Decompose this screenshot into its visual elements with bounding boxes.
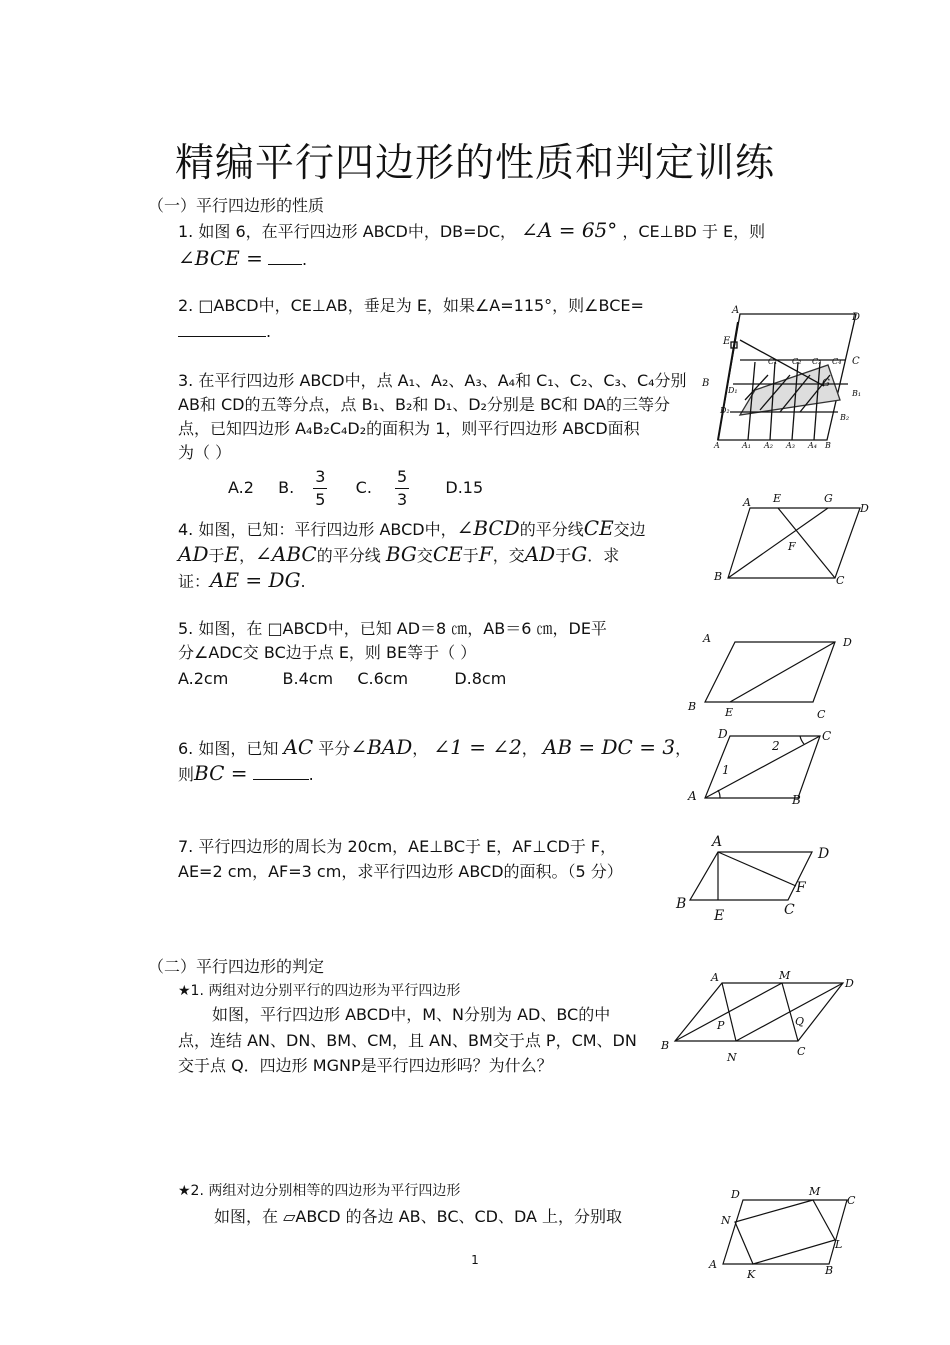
question-4-line3 <box>178 568 306 594</box>
outer-parallelogram <box>718 314 856 440</box>
f4-label-d: D <box>718 727 728 741</box>
question-2-line2 <box>178 320 271 344</box>
question-5-options <box>178 667 506 691</box>
q4-text-b: 的平分线 <box>519 520 584 539</box>
question-3-line1: 3. 在平行四边形 ABCD中，点 A₁、A₂、A₃、A₄和 C₁、C₂、C₃、C₄分别 <box>178 371 687 390</box>
q6-comma2: ， <box>521 739 538 758</box>
q4-t8: ．求 <box>587 546 620 565</box>
q4-f: F <box>478 542 493 566</box>
f2-label-e: E <box>773 492 782 505</box>
question-7-line1: 7. 平行四边形的周长为 20cm，AE⊥BC于 E，AF⊥CD于 F， <box>178 837 617 856</box>
q6-answer-blank[interactable] <box>253 763 309 780</box>
q1-angle-bce: ∠BCE = <box>178 246 263 270</box>
q1-angle-a: ∠A = 65° <box>521 218 618 242</box>
q2-answer-blank[interactable] <box>178 320 266 337</box>
f7-label-d: D <box>731 1188 740 1201</box>
criterion-1-line1: 如图，平行四边形 ABCD中，M、N分别为 AD、BC的中 <box>212 1005 611 1024</box>
q6-bc: BC = <box>194 761 248 785</box>
figure-q5-parallelogram <box>685 628 860 728</box>
f5-label-f: F <box>796 880 806 896</box>
f6-label-n: N <box>727 1051 737 1064</box>
f4-label-b: B <box>792 793 801 807</box>
f2-label-c: C <box>836 574 845 587</box>
label-c2: C₂ <box>792 357 802 366</box>
criterion-2-line1: 如图，在 ▱ABCD 的各边 AB、BC、CD、DA 上，分别取 <box>214 1207 623 1226</box>
label-c: C <box>852 356 860 367</box>
question-3-options <box>228 464 483 512</box>
q4-proof-label: 证： <box>178 572 211 591</box>
figure-q3-subdivided-parallelogram <box>700 300 875 450</box>
label-e: E <box>723 336 731 347</box>
f7-label-n: N <box>721 1214 731 1227</box>
q4-t1: 于 <box>208 546 225 565</box>
fraction-b-denominator: 5 <box>315 490 326 509</box>
q1-end: . <box>301 250 308 269</box>
q3-fraction-b <box>313 466 327 511</box>
label-b: B <box>702 378 710 389</box>
q4-text-c: 交边 <box>613 520 646 539</box>
q1-text2: ，CE⊥BD 于 E，则 <box>622 222 766 241</box>
section-heading-properties: （一）平行四边形的性质 <box>148 196 325 215</box>
q6-comma1: ， <box>412 739 429 758</box>
q1-text: 1. 如图 6，在平行四边形 ABCD中，DB=DC， <box>178 222 517 241</box>
f5-label-d: D <box>818 846 830 862</box>
criterion-1-line2: 点，连结 AN、DN、BM、CM，且 AN、BM交于点 P，CM、DN <box>178 1031 637 1050</box>
f5-label-a: A <box>712 834 723 850</box>
section-heading-criteria: （二）平行四边形的判定 <box>148 957 325 976</box>
figure-q6-trapezoid <box>680 722 860 812</box>
f6-label-c: C <box>797 1045 806 1058</box>
fraction-c-numerator: 5 <box>395 466 409 489</box>
label-a-bottom: A <box>714 441 720 450</box>
label-a4: A₄ <box>808 441 817 450</box>
f2-label-a: A <box>743 496 751 509</box>
q4-t2: ， <box>239 546 256 565</box>
q5-option-a[interactable]: A.2cm <box>178 669 229 688</box>
q6-then: 则 <box>178 765 195 784</box>
q6-ac: AC <box>283 735 314 759</box>
criterion-1-line3: 交于点 Q．四边形 MGNP是平行四边形吗？为什么？ <box>178 1056 553 1075</box>
q5-option-c[interactable]: C.6cm <box>357 669 409 688</box>
label-a: A <box>732 305 740 316</box>
f7-label-l: L <box>835 1238 843 1251</box>
q4-ce2: CE <box>432 542 463 566</box>
q4-angle-bcd: ∠BCD <box>456 516 520 540</box>
question-1-line2 <box>178 246 307 272</box>
f6-label-m: M <box>779 969 791 982</box>
q3-option-d[interactable]: D.15 <box>445 478 484 497</box>
q6-end: . <box>308 765 314 784</box>
question-3-line3: 点，已知四边形 A₄B₂C₄D₂的面积为 1，则平行四边形 ABCD面积 <box>178 419 640 438</box>
f4-label-angle2: 2 <box>772 739 780 753</box>
question-4-line2 <box>178 542 619 568</box>
question-3-line2: AB和 CD的五等分点，点 B₁、B₂和 D₁、D₂分别是 BC和 DA的三等分 <box>178 395 670 414</box>
fraction-c-denominator: 3 <box>397 490 408 509</box>
q3-option-a[interactable]: A.2 <box>228 478 254 497</box>
q6-angle-eq: ∠1 = ∠2 <box>433 735 522 759</box>
f2-label-f: F <box>788 540 796 553</box>
question-7-line2: AE=2 cm，AF=3 cm，求平行四边形 ABCD的面积。（5 分） <box>178 862 623 881</box>
q4-end: . <box>300 572 306 591</box>
criterion-1-heading: ★1. 两组对边分别平行的四边形为平行四边形 <box>178 983 461 999</box>
question-5-line2: 分∠ADC交 BC边于点 E，则 BE等于（ ） <box>178 643 477 662</box>
q6-angle-bad: ∠BAD <box>350 735 413 759</box>
q6-text-b: 平分 <box>318 739 351 758</box>
f4-label-a: A <box>688 789 697 803</box>
q4-ce: CE <box>583 516 614 540</box>
figure-criterion2-parallelogram <box>705 1182 860 1282</box>
q6-text-a: 6. 如图，已知 <box>178 739 279 758</box>
q5-option-b[interactable]: B.4cm <box>282 669 334 688</box>
f2-label-d: D <box>860 502 869 515</box>
q4-t6: ，交 <box>492 546 525 565</box>
figure-q4-bisectors <box>710 488 875 588</box>
f7-label-m: M <box>809 1185 821 1198</box>
f3-label-a: A <box>703 632 711 645</box>
q4-text-a: 4. 如图，已知：平行四边形 ABCD中， <box>178 520 457 539</box>
question-5-line1: 5. 如图，在 □ABCD中，已知 AD＝8 ㎝，AB＝6 ㎝，DE平 <box>178 619 607 638</box>
label-d2: D₂ <box>720 406 730 415</box>
label-b1: B₁ <box>852 389 862 398</box>
question-1 <box>178 218 765 244</box>
f6-label-b: B <box>661 1039 670 1052</box>
figure-criterion1-parallelogram <box>655 965 860 1065</box>
question-6-line1 <box>178 735 691 761</box>
label-d1: D₁ <box>728 386 738 395</box>
criterion-2-heading: ★2. 两组对边分别相等的四边形为平行四边形 <box>178 1183 461 1199</box>
q4-g: G <box>571 542 588 566</box>
q5-option-d[interactable]: D.8cm <box>454 669 507 688</box>
q1-answer-blank[interactable] <box>268 248 302 265</box>
q4-bg: BG <box>385 542 417 566</box>
q4-t4: 交 <box>416 546 433 565</box>
f7-label-b: B <box>825 1264 834 1277</box>
q2-end: . <box>266 322 272 341</box>
figure-q7-parallelogram <box>670 830 840 925</box>
label-c3: C₃ <box>812 357 822 366</box>
f5-label-b: B <box>676 896 687 912</box>
q4-t5: 于 <box>462 546 479 565</box>
question-4-line1 <box>178 516 646 542</box>
f7-label-k: K <box>747 1268 756 1281</box>
question-3-line4: 为（ ） <box>178 443 232 462</box>
q4-t7: 于 <box>555 546 572 565</box>
label-b-bottom: B <box>825 441 831 450</box>
f3-label-e: E <box>725 706 734 719</box>
f5-label-c: C <box>784 902 795 918</box>
label-c1: C₁ <box>768 357 778 366</box>
f5-label-e: E <box>714 908 725 924</box>
page-number: 1 <box>471 1253 479 1267</box>
question-2: 2. □ABCD中，CE⊥AB，垂足为 E，如果∠A=115°，则∠BCE= <box>178 296 644 315</box>
q4-ae-eq-dg: AE = DG <box>210 568 301 592</box>
f7-label-a: A <box>709 1258 717 1271</box>
q3-option-b[interactable]: B. <box>278 478 295 497</box>
q3-option-c[interactable]: C. <box>355 478 372 497</box>
f6-label-a: A <box>711 971 719 984</box>
page-title: 精编平行四边形的性质和判定训练 <box>174 141 775 186</box>
f3-label-c: C <box>817 708 826 721</box>
f3-label-d: D <box>843 636 852 649</box>
q3-fraction-c <box>395 466 409 511</box>
f2-label-b: B <box>714 570 723 583</box>
f3-label-b: B <box>688 700 697 713</box>
q4-angle-abc: ∠ABC <box>255 542 317 566</box>
label-g: G <box>822 378 830 389</box>
q4-e: E <box>224 542 240 566</box>
label-a3: A₃ <box>786 441 795 450</box>
f4-label-angle1: 1 <box>722 763 730 777</box>
q4-ad: AD <box>178 542 209 566</box>
label-d: D <box>852 312 861 323</box>
q6-comma3: ， <box>675 739 692 758</box>
f2-label-g: G <box>824 492 833 505</box>
q4-ad2: AD <box>524 542 556 566</box>
q4-t3: 的平分线 <box>316 546 381 565</box>
label-a1: A₁ <box>742 441 751 450</box>
question-6-line2 <box>178 761 314 787</box>
q6-ab-dc: AB = DC = 3 <box>542 735 676 759</box>
label-c4: C₄ <box>832 357 842 366</box>
f7-label-c: C <box>847 1194 856 1207</box>
f4-label-c: C <box>822 729 832 743</box>
f6-label-d: D <box>845 977 854 990</box>
f6-label-q: Q <box>795 1015 805 1028</box>
f6-label-p: P <box>717 1019 725 1032</box>
label-b2: B₂ <box>840 413 850 422</box>
fraction-b-numerator: 3 <box>313 466 327 489</box>
label-a2: A₂ <box>764 441 773 450</box>
